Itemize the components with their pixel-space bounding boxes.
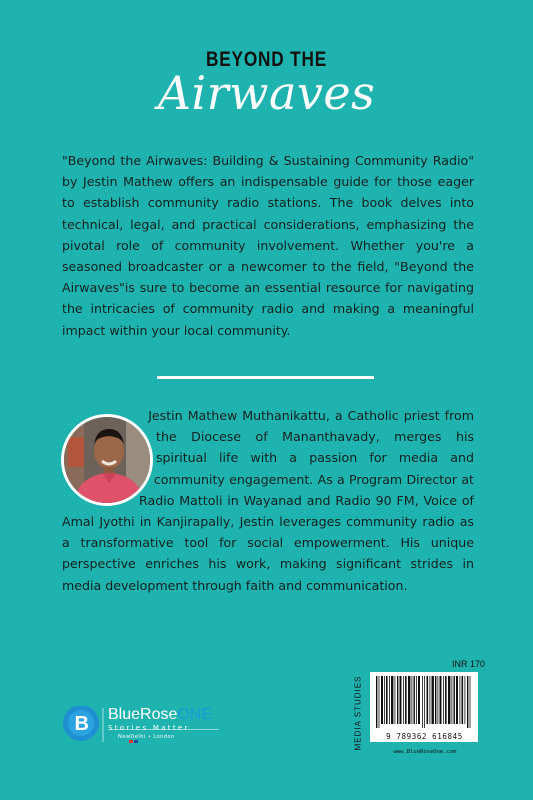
publisher-locations: NewDelhi • London [118,734,175,740]
publisher-name-accent: ONE [177,706,213,723]
isbn-number: 9 789362 616845 [386,732,463,741]
svg-text:B: B [74,713,89,735]
publisher-website: www.BlueRoseOne.com [393,749,457,755]
author-bio: Jestin Mathew Muthanikattu, a Catholic priest from the Diocese of Mananthavady, merges his spiritual life with a passion for media and community engagement. As a Program Director at Radio Mattoli in Wayanad and Radio 90 FM, Voice of Amal Jyothi in Kanjirapally, Jestin leverages community radio as a transformative tool for social empowerment. His unique perspective enriches his work, making significant strides in media development through faith and communication. [62,408,474,593]
book-blurb: "Beyond the Airwaves: Building & Sustaining Community Radio" by Jestin Mathew offers an indispensable guide for those eager to establish community radio stations. The book delves into technical, legal, and practical considerations, emphasizing the pivotal role of community involvement. Whether you're a seasoned broadcaster or a newcomer to the field, "Beyond the Airwaves"is sure to become an essential resource for navigating the intricacies of community radio and making a meaningful impact within your local community. [62,153,474,338]
title-line-2: Airwaves [157,66,376,120]
category-text: MEDIA STUDIES [353,675,363,751]
publisher-name-main: BlueRose [108,706,178,723]
publisher-tagline: Stories Matter [108,724,190,732]
category-label [352,663,364,763]
publisher-name [108,706,212,724]
author-portrait-image [64,417,150,503]
price-label: INR 170 [452,659,486,669]
title-line-1: BEYOND THE [205,48,328,71]
barcode [370,672,478,732]
divider-line [157,376,374,379]
author-photo [61,414,153,506]
